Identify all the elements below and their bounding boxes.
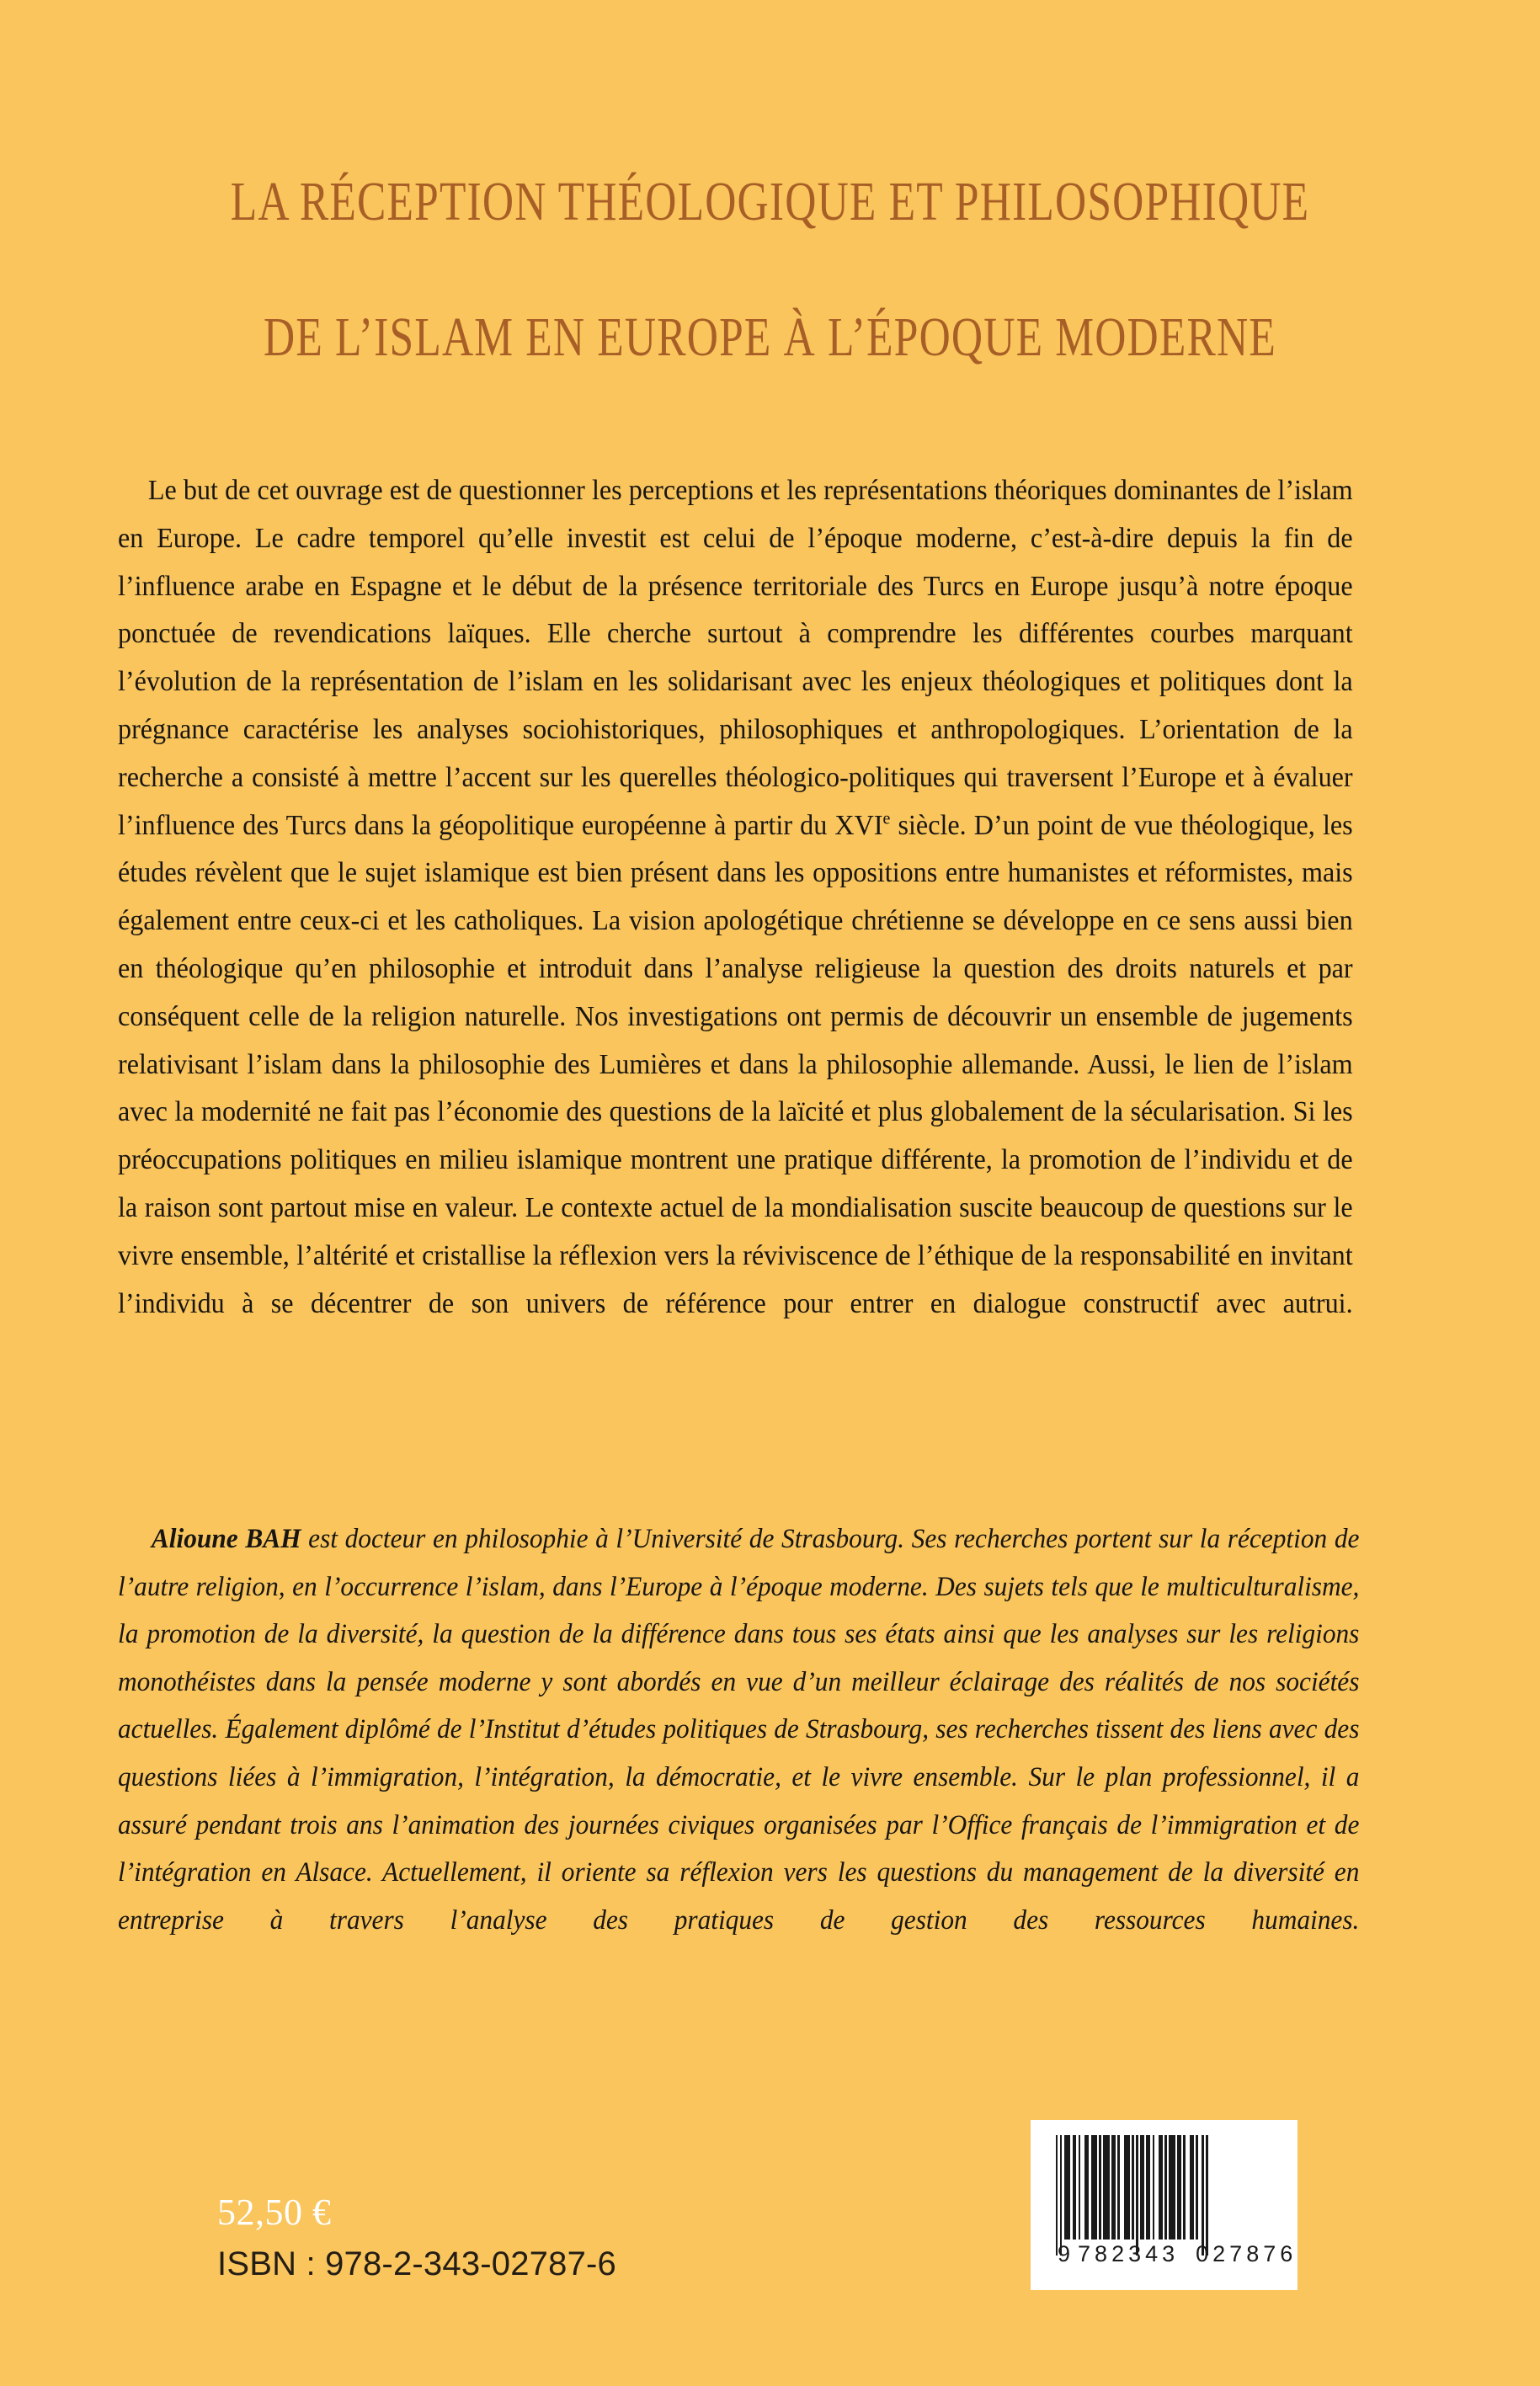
century-superscript: e (882, 807, 891, 828)
barcode-digit-first: 9 (1058, 2241, 1072, 2266)
barcode-digits-left: 782343 (1078, 2241, 1180, 2266)
price-label: 52,50 € (217, 2192, 332, 2233)
book-title (0, 173, 1540, 367)
barcode-bar (1146, 2135, 1150, 2240)
barcode-bar (1091, 2135, 1097, 2240)
title-line-2: DE L’ISLAM EN EUROPE À L’ÉPOQUE MODERNE (264, 306, 1276, 369)
isbn-barcode (1031, 2120, 1298, 2290)
barcode-bar (1132, 2135, 1133, 2240)
barcode-bar (1202, 2135, 1203, 2256)
summary-part-2: siècle. D’un point de vue théologique, les études révèlent que le sujet islamique est bien présent dans les oppositions entre humanistes et réformistes, mais également entre ceux-ci et les catholiques. La vision apologétique chrétienne se développe en ce sens aussi bien en théologique qu’en philosophie et introduit dans l’analyse religieuse la question des droits naturels et par conséquent celle de la religion naturelle. Nos investigations ont permis de découvrir un ensemble de jugements relativisant l’islam dans la philosophie des Lumières et dans la philosophie allemande. Aussi, le lien de l’islam avec la modernité ne fait pas l’économie des questions de la laïcité et plus globalement de la sécularisation. Si les préoccupations politiques en milieu islamique montrent une pratique différente, la promotion de l’individu et de la raison sont partout mise en valeur. Le contexte actuel de la mondialisation suscite beaucoup de questions sur le vivre ensemble, l’altérité et cristallise la réflexion vers la réviviscence de l’éthique de la responsabilité en invitant l’individu à se décentrer de son univers de référence pour entrer en dialogue constructif avec autrui. (118, 809, 1353, 1319)
price-isbn-block (217, 2189, 616, 2286)
barcode-bar (1060, 2135, 1062, 2256)
barcode-bar (1159, 2135, 1163, 2240)
barcode-bars (1056, 2135, 1287, 2240)
barcode-bar (1103, 2135, 1109, 2240)
book-summary (118, 467, 1353, 1328)
barcode-bar (1164, 2135, 1166, 2240)
barcode-bar (1196, 2135, 1197, 2240)
isbn-label: ISBN : 978-2-343-02787-6 (217, 2245, 616, 2282)
barcode-bar (1140, 2135, 1144, 2240)
barcode-bar (1153, 2135, 1154, 2240)
summary-part-1: Le but de cet ouvrage est de questionner les perceptions et les représentations théoriques dominantes de l’islam en Europe. Le cadre temporel qu’elle investit est celui de l’époque moderne, c’est-à-dire depuis la fin de l’influence arabe en Espagne et le début de la présence territoriale des Turcs en Europe jusqu’à notre époque ponctuée de revendications laïques. Elle cherche surtout à comprendre les différentes courbes marquant l’évolution de la représentation de l’islam en les solidarisant avec les enjeux théologiques et politiques dont la prégnance caractérise les analyses sociohistoriques, philosophiques et anthropologiques. L’orientation de la recherche a consisté à mettre l’accent sur les querelles théologico-politiques qui traversent l’Europe et à évaluer l’influence des Turcs dans la géopolitique européenne à partir du XVI (118, 475, 1353, 841)
barcode-bar (1111, 2135, 1116, 2240)
barcode-bar (1190, 2135, 1194, 2240)
barcode-bar (1124, 2135, 1130, 2240)
barcode-inner (1056, 2135, 1298, 2282)
author-bio-text: est docteur en philosophie à l’Université de Strasbourg. Ses recherches portent sur la réception de l’autre religion, en l’occurrence l’islam, dans l’Europe à l’époque moderne. Des sujets tels que le multiculturalisme, la promotion de la diversité, la question de la différence dans tous ses états ainsi que les analyses sur les religions monothéistes dans la pensée moderne y sont abordés en vue d’un meilleur éclairage des réalités de nos sociétés actuelles. Également diplômé de l’Institut d’études politiques de Strasbourg, ses recherches tissent des liens avec des questions liées à l’immigration, l’intégration, la démocratie, et le vivre ensemble. Sur le plan professionnel, il a assuré pendant trois ans l’animation des journées civiques organisées par l’Office français de l’immigration et de l’intégration en Alsace. Actuellement, il oriente sa réflexion vers les questions du management de la diversité en entreprise à travers l’analyse des pratiques de gestion des ressources humaines. (118, 1524, 1360, 1936)
barcode-bar (1079, 2135, 1080, 2240)
barcode-bar (1183, 2135, 1185, 2240)
barcode-bar (1117, 2135, 1119, 2240)
barcode-bar (1056, 2135, 1058, 2256)
author-biography (118, 1515, 1359, 1944)
author-name: Alioune BAH (151, 1524, 301, 1554)
barcode-bar (1084, 2135, 1089, 2240)
barcode-bar (1177, 2135, 1181, 2240)
barcode-digits-right: 027876 (1196, 2241, 1298, 2266)
barcode-bar (1099, 2135, 1100, 2240)
barcode-bar (1136, 2135, 1138, 2256)
barcode-bar (1073, 2135, 1077, 2240)
barcode-bar (1169, 2135, 1175, 2240)
title-line-1: LA RÉCEPTION THÉOLOGIQUE ET PHILOSOPHIQUE (230, 171, 1310, 232)
barcode-digits (1056, 2241, 1298, 2267)
barcode-bar (1064, 2135, 1070, 2240)
barcode-bar (1206, 2135, 1207, 2256)
